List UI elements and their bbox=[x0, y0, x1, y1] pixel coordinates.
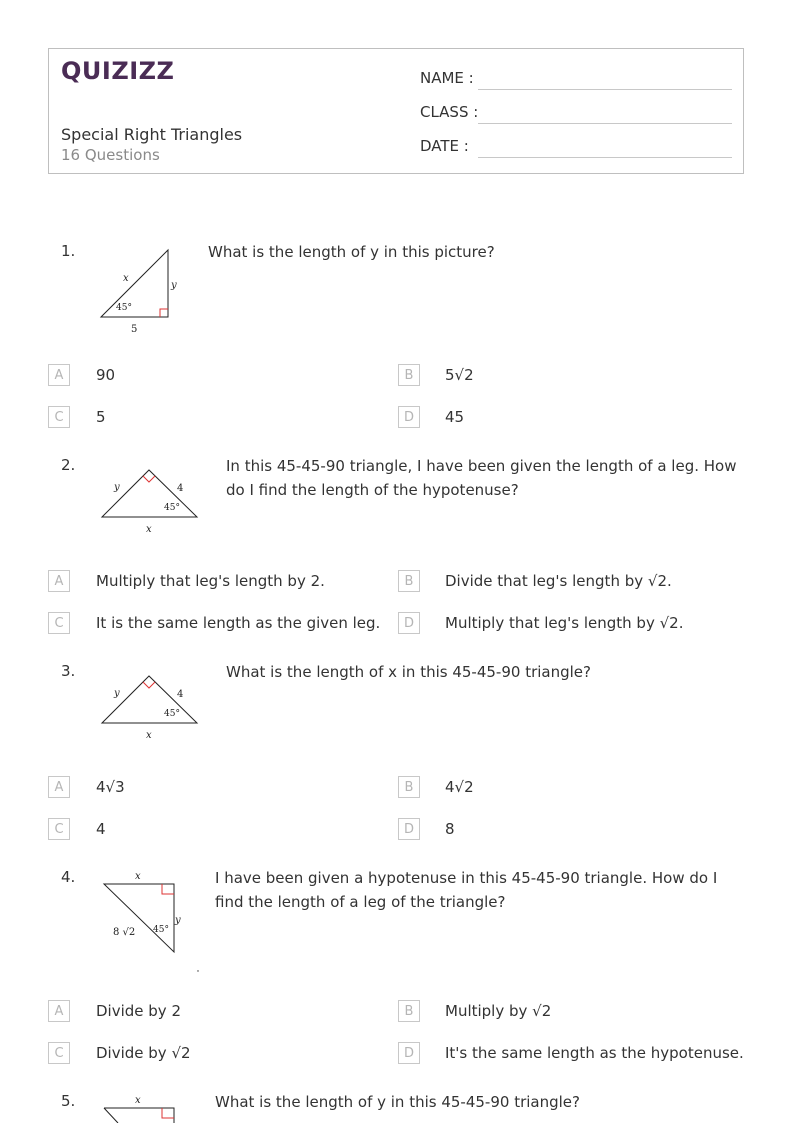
svg-text:45°: 45° bbox=[153, 925, 169, 935]
svg-text:45°: 45° bbox=[164, 709, 180, 719]
svg-text:x: x bbox=[135, 1095, 141, 1106]
svg-text:y: y bbox=[175, 915, 181, 926]
option-text[interactable]: 4 bbox=[96, 820, 106, 838]
question-number: 5. bbox=[61, 1092, 76, 1110]
option-text[interactable]: Multiply that leg's length by √2. bbox=[445, 614, 684, 632]
option-text[interactable]: Divide by 2 bbox=[96, 1002, 181, 1020]
option-letter-b[interactable]: B bbox=[398, 364, 420, 386]
question-text: In this 45-45-90 triangle, I have been given the length of a leg. How do I find the length of the hypotenuse? bbox=[226, 457, 737, 499]
worksheet-header bbox=[48, 48, 744, 174]
triangle-figure-q5 bbox=[100, 1090, 180, 1123]
option-text[interactable]: It is the same length as the given leg. bbox=[96, 614, 381, 632]
date-label: DATE : bbox=[420, 137, 469, 155]
triangle-figure-q2 bbox=[100, 466, 200, 538]
quizizz-logo: QUIZIZZ bbox=[61, 57, 175, 85]
triangle-figure-q1 bbox=[96, 246, 186, 338]
option-text[interactable]: Divide by √2 bbox=[96, 1044, 191, 1062]
option-letter-a[interactable]: A bbox=[48, 1000, 70, 1022]
option-letter-a[interactable]: A bbox=[48, 570, 70, 592]
question-count: 16 Questions bbox=[61, 146, 160, 164]
option-text[interactable]: Multiply by √2 bbox=[445, 1002, 552, 1020]
question-number: 4. bbox=[61, 868, 76, 886]
question-text: What is the length of y in this picture? bbox=[208, 243, 495, 261]
svg-text:y: y bbox=[114, 482, 120, 493]
worksheet-title: Special Right Triangles bbox=[61, 125, 243, 144]
option-letter-a[interactable]: A bbox=[48, 776, 70, 798]
question-text: I have been given a hypotenuse in this 45-45-90 triangle. How do I find the length of a leg of the triangle? bbox=[215, 869, 718, 911]
option-letter-d[interactable]: D bbox=[398, 1042, 420, 1064]
option-text[interactable]: It's the same length as the hypotenuse. bbox=[445, 1044, 744, 1062]
question-number: 3. bbox=[61, 662, 76, 680]
svg-text:x: x bbox=[135, 871, 141, 882]
option-text[interactable]: 8 bbox=[445, 820, 455, 838]
option-letter-c[interactable]: C bbox=[48, 1042, 70, 1064]
name-label: NAME : bbox=[420, 69, 474, 87]
option-letter-b[interactable]: B bbox=[398, 776, 420, 798]
option-text[interactable]: 5 bbox=[96, 408, 106, 426]
option-letter-c[interactable]: C bbox=[48, 818, 70, 840]
option-text[interactable]: Multiply that leg's length by 2. bbox=[96, 572, 325, 590]
svg-text:45°: 45° bbox=[164, 503, 180, 513]
svg-text:45°: 45° bbox=[116, 303, 132, 313]
option-text[interactable]: 4√3 bbox=[96, 778, 125, 796]
question-text: What is the length of y in this 45-45-90 triangle? bbox=[215, 1093, 580, 1111]
option-letter-c[interactable]: C bbox=[48, 612, 70, 634]
option-text[interactable]: 4√2 bbox=[445, 778, 474, 796]
option-letter-a[interactable]: A bbox=[48, 364, 70, 386]
class-line bbox=[478, 123, 732, 124]
option-text[interactable]: 45 bbox=[445, 408, 465, 426]
svg-text:y: y bbox=[114, 688, 120, 699]
option-text[interactable]: Divide that leg's length by √2. bbox=[445, 572, 672, 590]
option-text[interactable]: 5√2 bbox=[445, 366, 474, 384]
svg-text:x: x bbox=[123, 273, 129, 284]
triangle-figure-q4 bbox=[100, 866, 204, 978]
svg-text:4: 4 bbox=[177, 689, 184, 700]
option-letter-d[interactable]: D bbox=[398, 818, 420, 840]
date-line bbox=[478, 157, 732, 158]
svg-text:8 √2: 8 √2 bbox=[113, 927, 136, 938]
option-letter-d[interactable]: D bbox=[398, 612, 420, 634]
svg-text:y: y bbox=[171, 280, 177, 291]
question-text: What is the length of x in this 45-45-90 triangle? bbox=[226, 663, 591, 681]
option-letter-b[interactable]: B bbox=[398, 1000, 420, 1022]
svg-text:x: x bbox=[146, 524, 152, 535]
svg-text:x: x bbox=[146, 730, 152, 741]
option-letter-d[interactable]: D bbox=[398, 406, 420, 428]
question-number: 2. bbox=[61, 456, 76, 474]
triangle-figure-q3 bbox=[100, 672, 200, 744]
class-label: CLASS : bbox=[420, 103, 479, 121]
svg-text:5: 5 bbox=[131, 324, 138, 335]
svg-text:4: 4 bbox=[177, 483, 184, 494]
option-text[interactable]: 90 bbox=[96, 366, 116, 384]
name-line bbox=[478, 89, 732, 90]
question-number: 1. bbox=[61, 242, 76, 260]
option-letter-b[interactable]: B bbox=[398, 570, 420, 592]
option-letter-c[interactable]: C bbox=[48, 406, 70, 428]
